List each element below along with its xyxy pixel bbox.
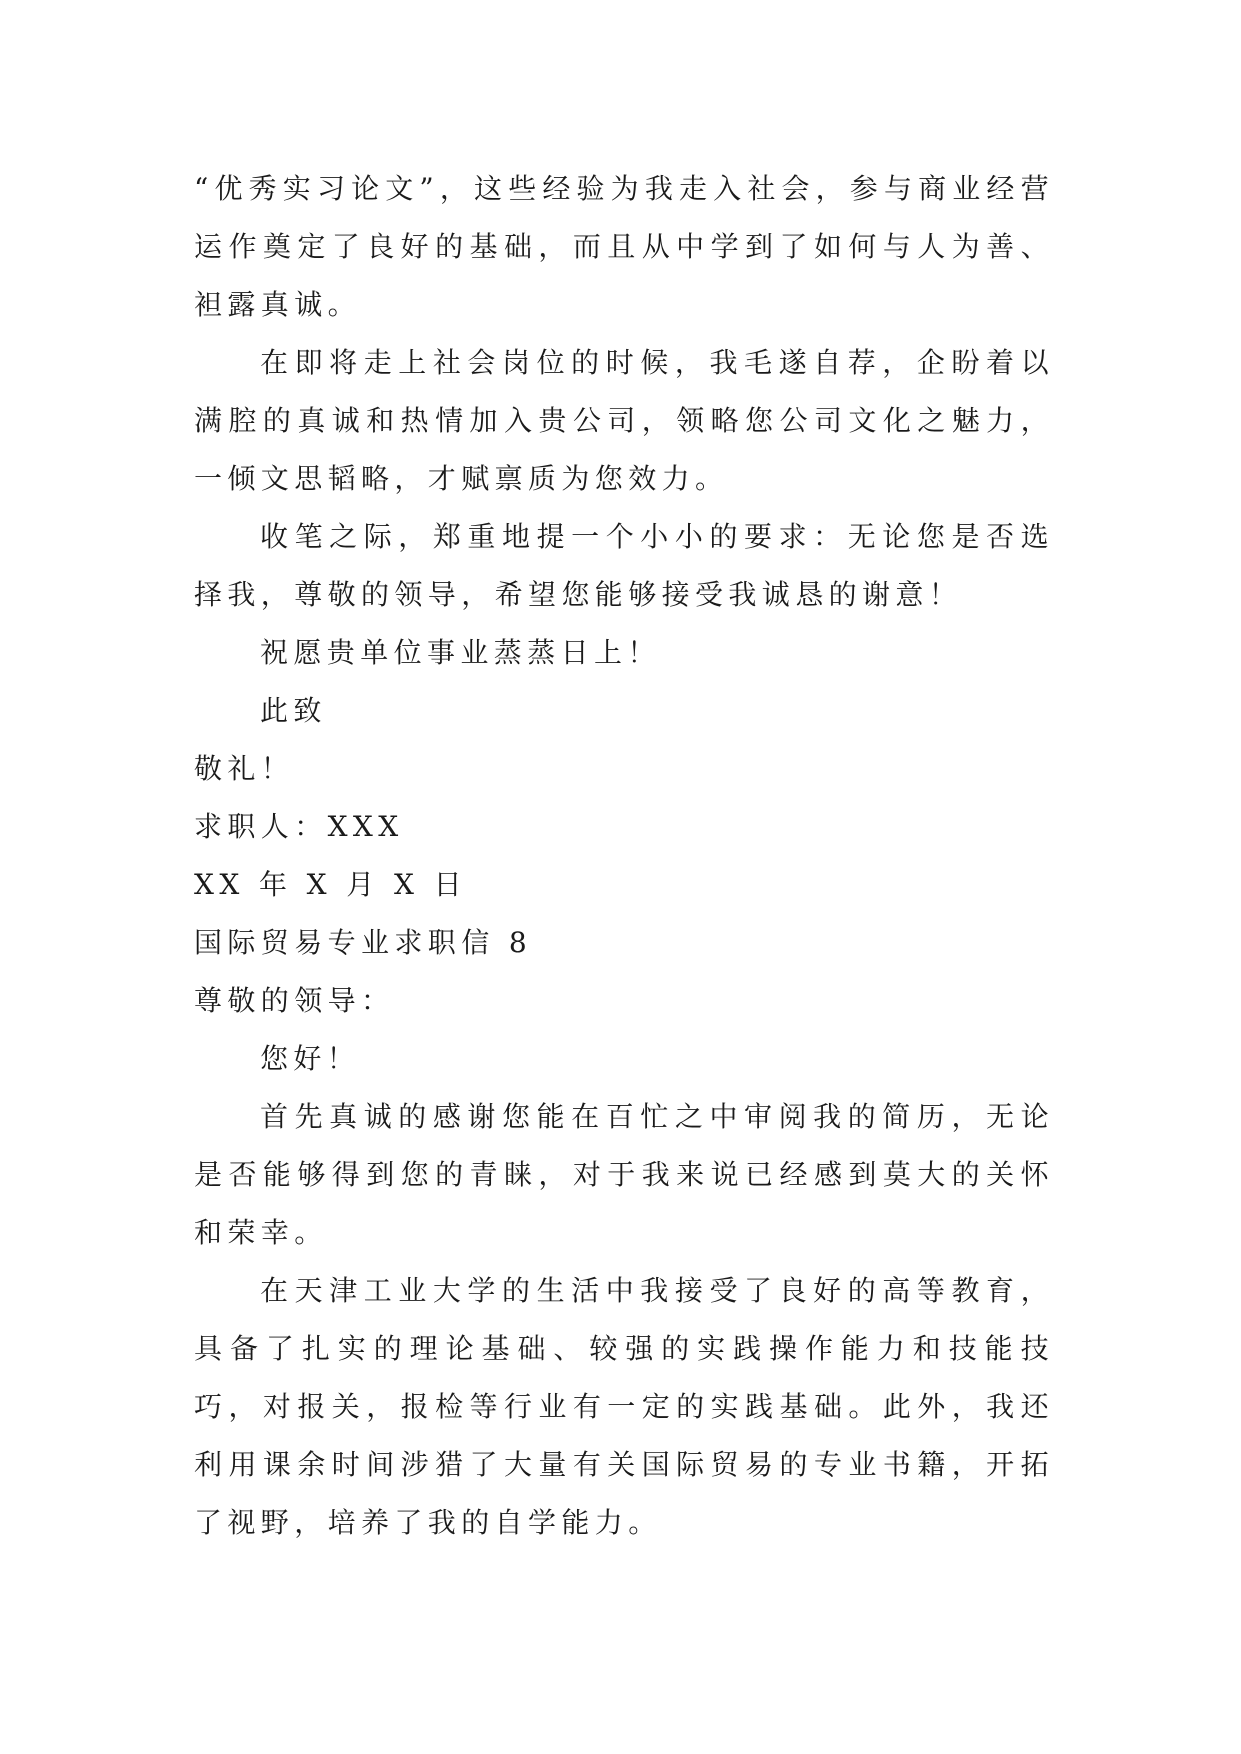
- signature-date: XX 年 X 月 X 日: [194, 868, 468, 901]
- paragraph-closing-request: 收笔之际，郑重地提一个小小的要求：无论您是否选择我，尊敬的领导，希望您能够接受我诚恳的谢意！: [194, 520, 1054, 611]
- signature-applicant: 求职人：XXX: [194, 810, 404, 843]
- letter-hello: 您好！: [260, 1042, 361, 1075]
- paragraph-wishes: 祝愿贵单位事业蒸蒸日上！: [260, 636, 661, 669]
- salutation-jingli: 敬礼！: [194, 752, 295, 785]
- letter-title: 国际贸易专业求职信 8: [194, 926, 533, 959]
- letter-greeting: 尊敬的领导：: [194, 984, 395, 1017]
- document-page: [194, 160, 1054, 1552]
- paragraph-experience-continued: “优秀实习论文”，这些经验为我走入社会，参与商业经营运作奠定了良好的基础，而且从中学到了如何与人为善、袒露真诚。: [194, 172, 1054, 321]
- salutation-cizhi: 此致: [260, 694, 327, 727]
- paragraph-self-recommendation: 在即将走上社会岗位的时候，我毛遂自荐，企盼着以满腔的真诚和热情加入贵公司，领略您公司文化之魅力，一倾文思韬略，才赋禀质为您效力。: [194, 346, 1054, 495]
- paragraph-thanks: 首先真诚的感谢您能在百忙之中审阅我的简历，无论是否能够得到您的青睐，对于我来说已经感到莫大的关怀和荣幸。: [194, 1100, 1054, 1249]
- paragraph-education: 在天津工业大学的生活中我接受了良好的高等教育，具备了扎实的理论基础、较强的实践操作能力和技能技巧，对报关，报检等行业有一定的实践基础。此外，我还利用课余时间涉猎了大量有关国际贸易的专业书籍，开拓了视野，培养了我的自学能力。: [194, 1274, 1054, 1539]
